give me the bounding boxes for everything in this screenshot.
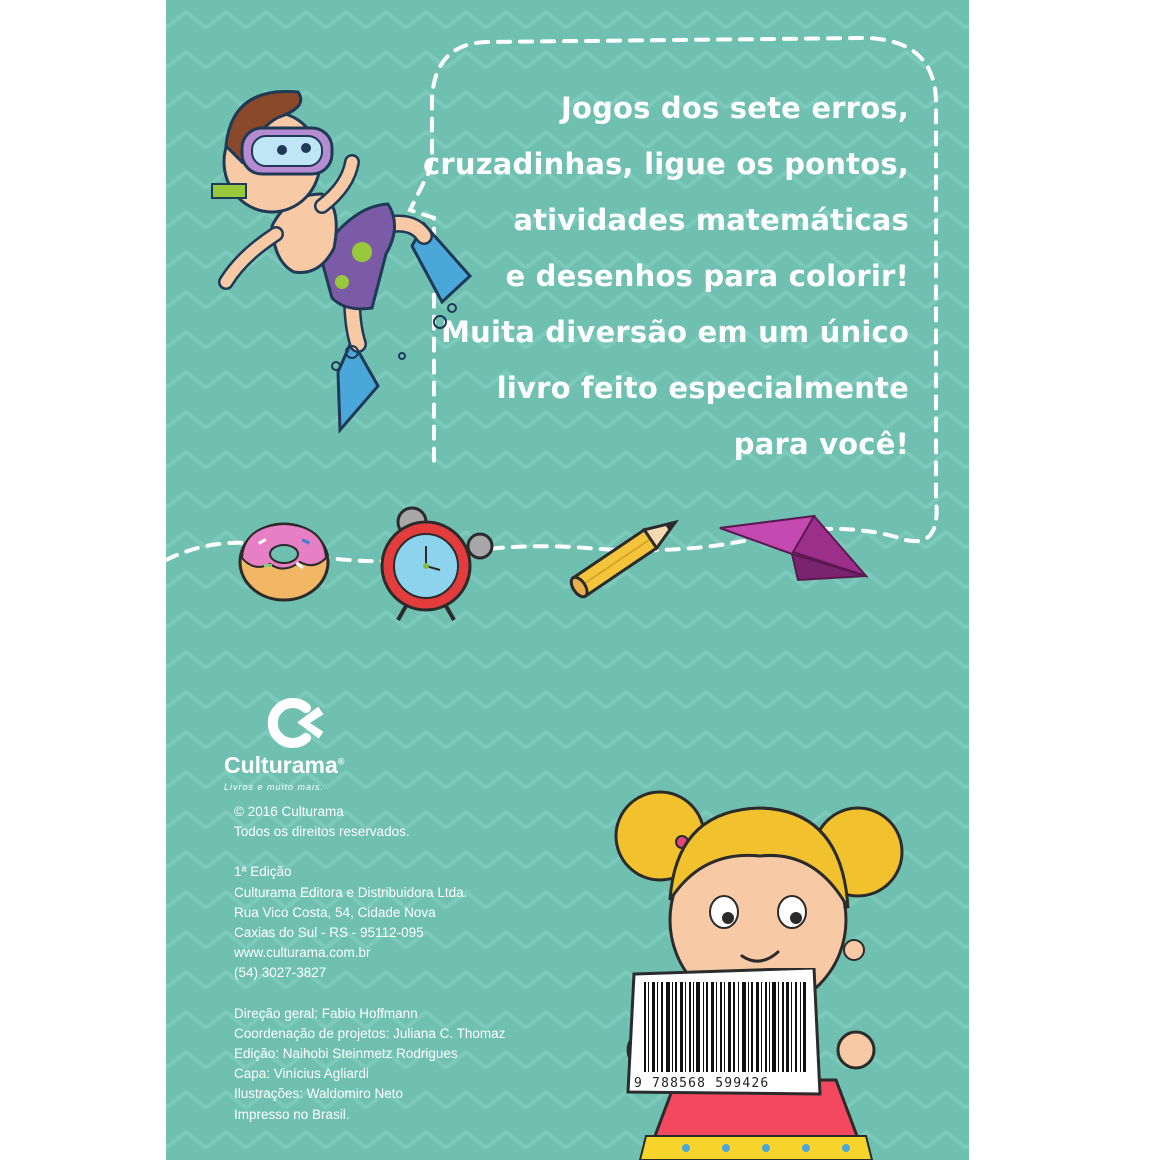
edition-line: Caxias do Sul - RS - 95112-095 [234, 925, 424, 941]
edition-line: Culturama Editora e Distribuidora Ltda. [234, 884, 468, 900]
blurb-line: Jogos dos sete erros, [560, 91, 909, 125]
blurb-line: Muita diversão em um único [441, 315, 909, 349]
publisher-tagline: Livros e muito mais. [224, 782, 325, 792]
staff-line: Impresso no Brasil. [234, 1106, 350, 1122]
blurb-line: e desenhos para colorir! [505, 259, 909, 293]
swimmer-boy-illustration [202, 76, 482, 436]
staff-line: Direção geral: Fabio Hoffmann [234, 1005, 418, 1021]
edition-line: Rua Vico Costa, 54, Cidade Nova [234, 904, 436, 920]
staff-line: Edição: Naihobi Steinmetz Rodrigues [234, 1046, 458, 1062]
pencil-illustration [560, 500, 694, 612]
blurb-line: atividades matemáticas [513, 203, 909, 237]
edition-line: www.culturama.com.br [234, 945, 371, 961]
paper-plane-illustration [718, 510, 868, 586]
alarm-clock-illustration [378, 506, 498, 626]
isbn-number: 9 788568 599426 [634, 1076, 770, 1091]
blurb-text [409, 80, 909, 472]
book-back-cover [166, 0, 969, 1160]
staff-line: Ilustrações: Waldomiro Neto [234, 1086, 404, 1102]
credits-block [234, 802, 564, 1125]
edition-line: (54) 3027-3827 [234, 965, 327, 981]
publisher-name: Culturama® [224, 752, 345, 778]
copyright-line: © 2016 Culturama [234, 804, 344, 819]
culturama-c-icon [264, 696, 326, 750]
edition-line: 1ª Edição [234, 864, 292, 880]
blurb-line: livro feito especialmente [496, 371, 909, 405]
staff-line: Coordenação de projetos: Juliana C. Thomaz [234, 1025, 506, 1041]
donut-illustration [234, 514, 334, 606]
blurb-line: cruzadinhas, ligue os pontos, [422, 147, 909, 181]
blurb-line: para você! [733, 427, 909, 461]
copyright-line: Todos os direitos reservados. [234, 824, 410, 840]
staff-line: Capa: Vinícius Agliardi [234, 1066, 369, 1082]
